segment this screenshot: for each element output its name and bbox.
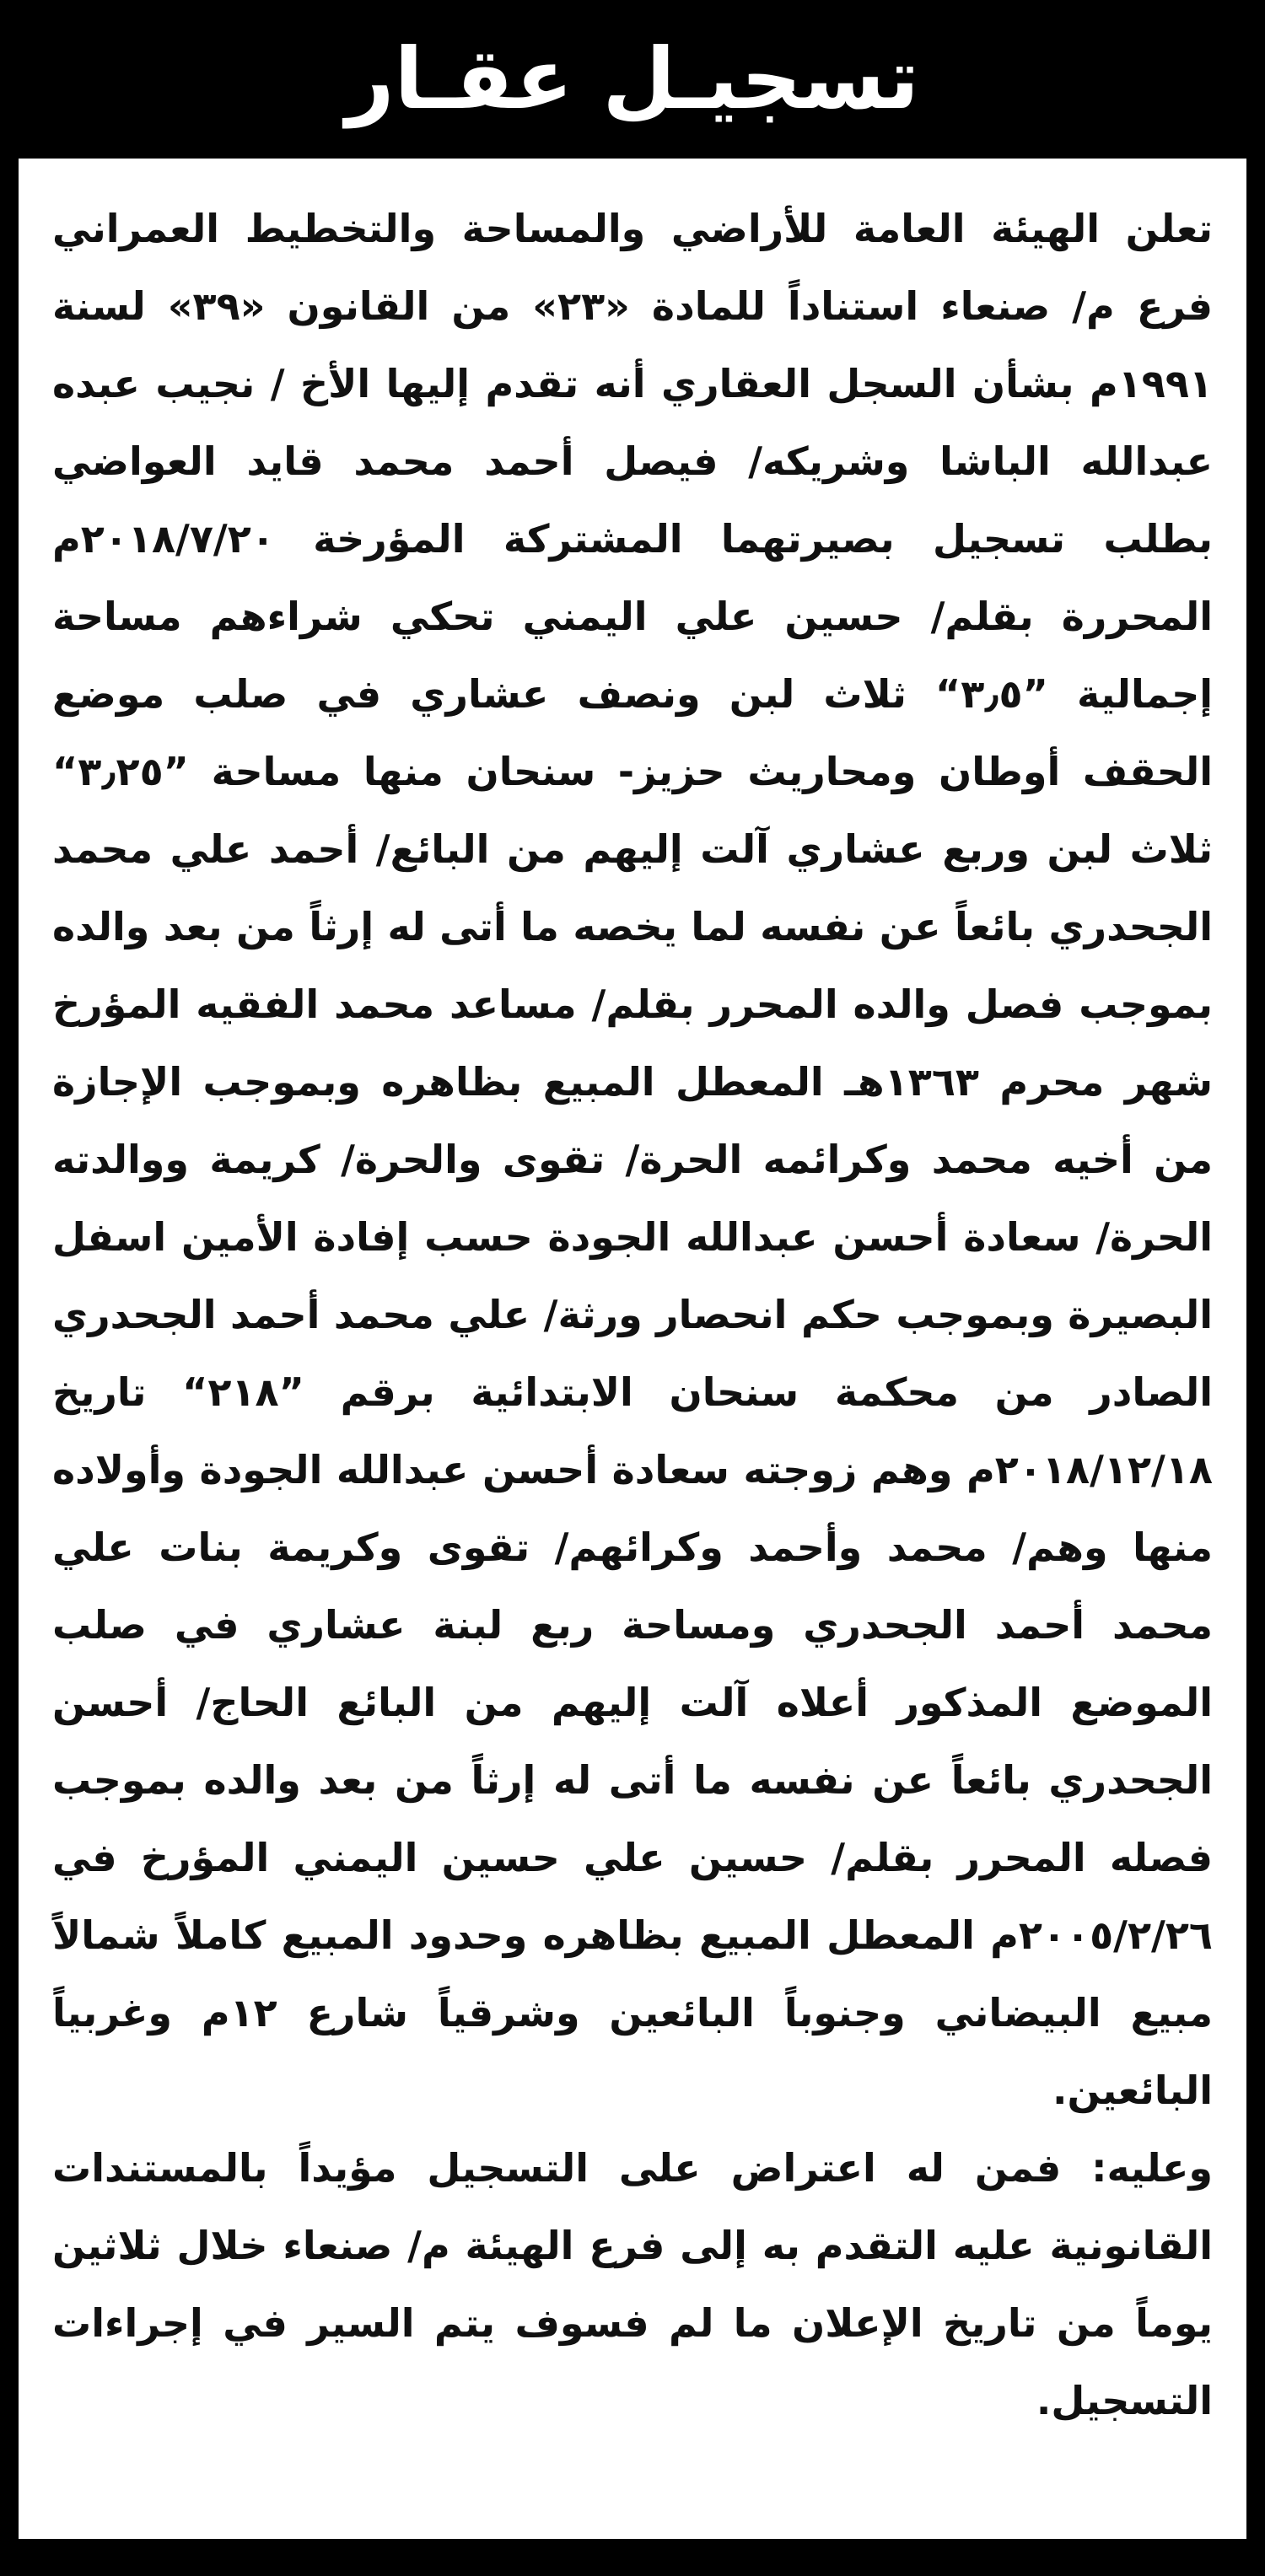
notice-paragraph-main: تعلن الهيئة العامة للأراضي والمساحة والتخطيط العمراني فرع م/ صنعاء استناداً للمادة «٢٣» من القانون «٣٩» لسنة ١٩٩١م بشأن السجل العقاري أنه تقدم إليها الأخ / نجيب عبده عبدالله الباشا وشريكه/ فيصل أحمد محمد قايد العواضي بطلب تسجيل بصيرتهما المشتركة المؤرخة ٢٠١٨/٧/٢٠م المحررة بقلم/ حسين علي اليمني تحكي شراءهم مساحة إجمالية ”٣٫٥“ ثلاث لبن ونصف عشاري في صلب موضع الحقف أوطان ومحاريث حزيز- سنحان منها مساحة ”٣٫٢٥“ ثلاث لبن وربع عشاري آلت إليهم من البائع/ أحمد علي محمد الجحدري بائعاً عن نفسه لما يخصه ما أتى له إرثاً من بعد والده بموجب فصل والده المحرر بقلم/ مساعد محمد الفقيه المؤرخ شهر محرم ١٣٦٣هـ المعطل المبيع بظاهره وبموجب الإجازة من أخيه محمد وكرائمه الحرة/ تقوى والحرة/ كريمة ووالدته الحرة/ سعادة أحسن عبدالله الجودة حسب إفادة الأمين اسفل البصيرة وبموجب حكم انحصار ورثة/ علي محمد أحمد الجحدري الصادر من محكمة سنحان الابتدائية برقم ”٢١٨“ تاريخ ٢٠١٨/١٢/١٨م وهم زوجته سعادة أحسن عبدالله الجودة وأولاده منها وهم/ محمد وأحمد وكرائهم/ تقوى وكريمة بنات علي محمد أحمد الجحدري ومساحة ربع لبنة عشاري في صلب الموضع المذكور أعلاه آلت إليهم من البائع الحاج/ أحسن الجحدري بائعاً عن نفسه ما أتى له إرثاً من بعد والده بموجب فصله المحرر بقلم/ حسين علي حسين اليمني المؤرخ في ٢٠٠٥/٢/٢٦م المعطل المبيع بظاهره وحدود المبيع كاملاً شمالاً مبيع البيضاني وجنوباً البائعين وشرقياً شارع ١٢م وغربياً البائعين. [52, 206, 1213, 2113]
notice-body [52, 190, 1213, 2439]
notice-title: تسجيـل عقـار [345, 30, 920, 128]
notice-header [0, 0, 1265, 159]
notice-bottom-border [0, 2539, 1265, 2576]
notice-paragraph-objection: وعليه: فمن له اعتراض على التسجيل مؤيداً بالمستندات القانونية عليه التقدم به إلى فرع الهيئة م/ صنعاء خلال ثلاثين يوماً من تاريخ الإعلان ما لم فسوف يتم السير في إجراءات التسجيل. [52, 2145, 1213, 2423]
